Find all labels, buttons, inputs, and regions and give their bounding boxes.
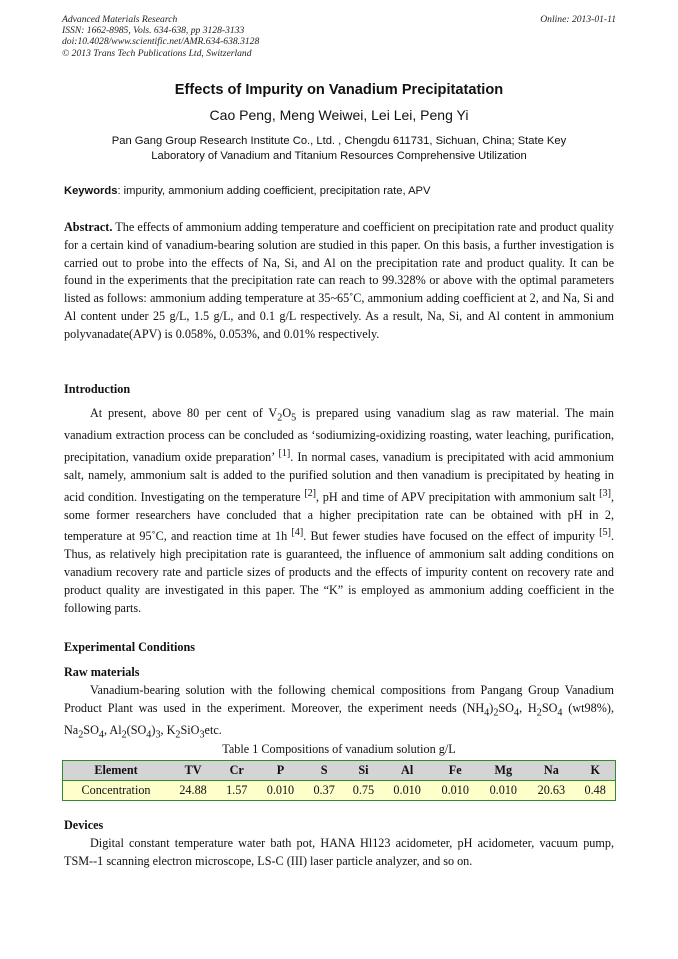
header-cell: P bbox=[256, 761, 304, 781]
table-cell: 0.010 bbox=[383, 781, 431, 801]
table-cell: Concentration bbox=[63, 781, 170, 801]
abstract-label: Abstract. bbox=[64, 220, 113, 234]
table-cell: 0.48 bbox=[575, 781, 615, 801]
affiliation-line-2: Laboratory of Vanadium and Titanium Resources Comprehensive Utilization bbox=[151, 149, 527, 162]
citation-4: [4] bbox=[291, 527, 304, 539]
header-cell: Mg bbox=[479, 761, 527, 781]
table-cell: 1.57 bbox=[217, 781, 256, 801]
table-header-row bbox=[63, 761, 616, 781]
affiliation-line-1: Pan Gang Group Research Institute Co., Ltd. , Chengdu 611731, Sichuan, China; State Key bbox=[111, 135, 567, 147]
composition-table bbox=[62, 760, 616, 801]
issn-line: ISSN: 1662-8985, Vols. 634-638, pp 3128-3133 bbox=[62, 25, 245, 37]
table-cell: 0.75 bbox=[344, 781, 383, 801]
table-cell: 0.37 bbox=[304, 781, 343, 801]
copyright-line: © 2013 Trans Tech Publications Ltd, Switzerland bbox=[62, 47, 252, 59]
header-cell: Na bbox=[527, 761, 575, 781]
header-cell: S bbox=[304, 761, 343, 781]
header-cell: Fe bbox=[431, 761, 479, 781]
keywords-text: : impurity, ammonium adding coefficient, precipitation rate, APV bbox=[117, 185, 431, 197]
table-cell: 0.010 bbox=[431, 781, 479, 801]
header-cell: Al bbox=[383, 761, 431, 781]
online-date: Online: 2013-01-11 bbox=[540, 14, 616, 25]
header-cell: TV bbox=[169, 761, 217, 781]
keywords-label: Keywords bbox=[64, 185, 118, 197]
citation-2: [2] bbox=[304, 487, 317, 499]
subsection-heading-raw-materials: Raw materials bbox=[64, 665, 140, 679]
abstract bbox=[64, 219, 614, 344]
author-list: Cao Peng, Meng Weiwei, Lei Lei, Peng Yi bbox=[209, 107, 469, 123]
paper-title: Effects of Impurity on Vanadium Precipitatation bbox=[174, 82, 504, 98]
table-caption: Table 1 Compositions of vanadium solution g/L bbox=[222, 742, 456, 756]
section-heading-experimental: Experimental Conditions bbox=[64, 640, 196, 654]
journal-name: Advanced Materials Research bbox=[62, 14, 178, 25]
header-cell: Element bbox=[63, 761, 170, 781]
table-cell: 20.63 bbox=[527, 781, 575, 801]
citation-5: [5] bbox=[599, 527, 611, 539]
citation-3: [3] bbox=[599, 487, 611, 499]
header-cell: K bbox=[575, 761, 615, 781]
affiliation bbox=[70, 134, 608, 163]
table-row bbox=[63, 781, 616, 801]
table-cell: 0.010 bbox=[256, 781, 304, 801]
journal-header bbox=[62, 14, 616, 59]
raw-materials-paragraph: Vanadium-bearing solution with the following chemical compositions from Pangang Group Vanadium Product Plant was used in the experiment. Moreover, the experiment needs $(NH_4)_2SO_4$, $H_2SO_4$ (wt98%), $Na_2SO_4$, $Al_2(SO_4)_3$, $K_2SiO_3etc$. bbox=[64, 683, 614, 741]
table-cell: 24.88 bbox=[169, 781, 217, 801]
introduction-paragraph: At present, above 80 per cent of $V_2O_5$ is prepared using vanadium slag as raw material. The main vanadium extraction process can be concluded as ‘sodiumizing-oxidizing roasting, water leaching, purification, precipitation, vanadium oxide preparation’ [1]. In normal cases, vanadium is precipitated with acid ammonium salt, namely, ammonium salt is added to the purified solution and then vanadium is precipitated by heating in acid condition. Investigating on the temperature [2], pH and time of APV precipitation with ammonium salt [3], some former researchers have concluded that a higher precipitation rate can be obtained with pH in 2, temperature at 95˚C, and reaction time at 1h [4]. But fewer studies have focused on the effect of impurity [5]. Thus, as relatively high precipitation rate is guaranteed, the influence of ammonium salt adding conditions on vanadium recovery rate and particle sizes of products and the effects of impurity content on recovery rate and product quality are investigated in this paper. The “K” is employed as ammonium adding coefficient in the following parts. bbox=[64, 406, 614, 615]
citation-1: [1] bbox=[278, 448, 291, 460]
table-cell: 0.010 bbox=[479, 781, 527, 801]
abstract-text: The effects of ammonium adding temperature and coefficient on precipitation rate and product quality for a certain kind of vanadium-bearing solution are studied in this paper. On this basis, a further investigation is carried out to probe into the effects of Na, Si, and Al on the precipitation rate and product quality. It can be found in the experiments that the precipitation rate can reach to 99.328% or above with the optimal parameters listed as follows: ammonium adding temperature at 35~65˚C, ammonium adding coefficient at 2, and Na, Si and Al content under 25 g/L, 1.5 g/L, and 0.1 g/L respectively. As a result, Na, Si, and Al content in ammonium polyvanadate(APV) is 0.058%, 0.053%, and 0.01% respectively. bbox=[64, 220, 614, 341]
devices-paragraph: Digital constant temperature water bath pot, HANA Hl123 acidometer, pH acidometer, vacuum pump, TSM--1 scanning electron microscope, LS-C (III) laser particle analyzer, and so on. bbox=[64, 836, 614, 868]
header-cell: Si bbox=[344, 761, 383, 781]
keywords bbox=[64, 185, 616, 197]
header-cell: Cr bbox=[217, 761, 256, 781]
doi-line: doi:10.4028/www.scientific.net/AMR.634-638.3128 bbox=[62, 36, 260, 48]
section-heading-introduction: Introduction bbox=[64, 382, 131, 396]
subsection-heading-devices: Devices bbox=[64, 818, 104, 832]
